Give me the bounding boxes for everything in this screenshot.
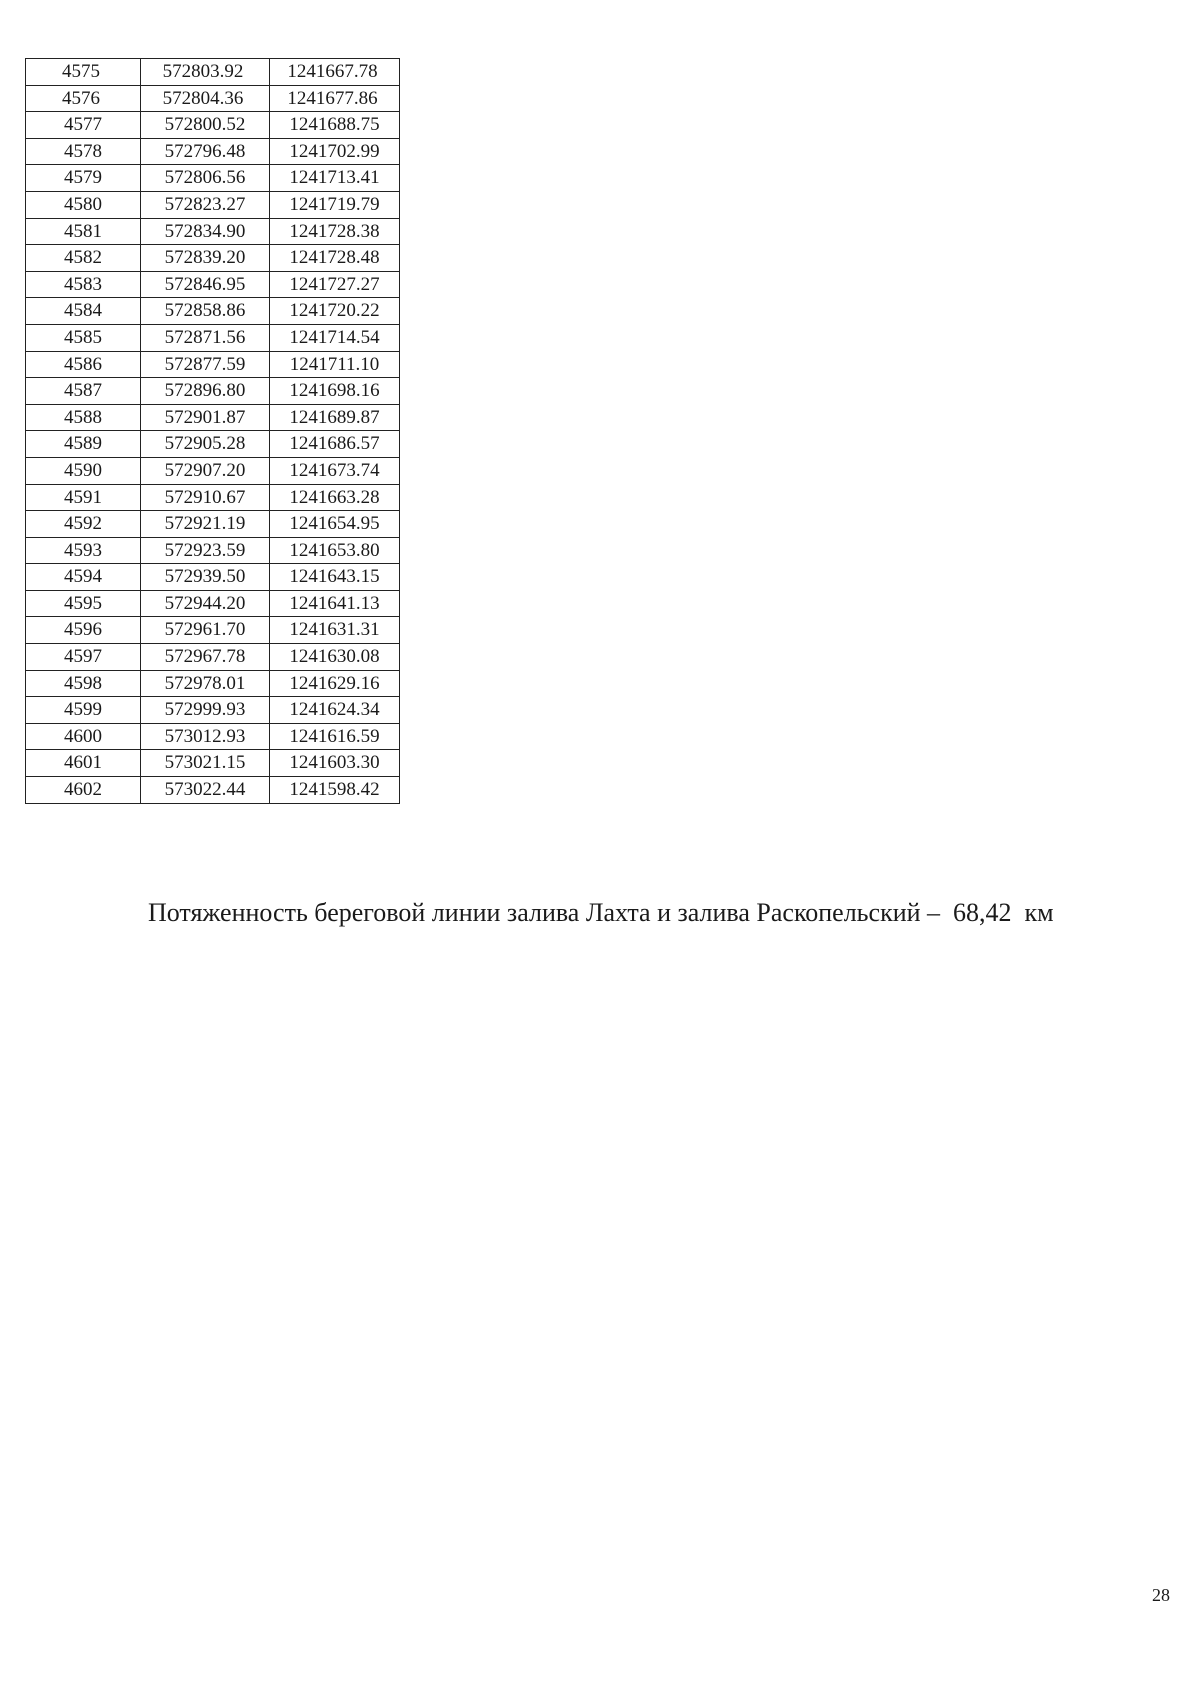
x-coordinate-cell: 572877.59 (141, 351, 270, 378)
point-number-cell: 4577 (26, 112, 141, 139)
table-row (26, 590, 400, 617)
x-coordinate-cell: 572961.70 (141, 617, 270, 644)
y-coordinate-cell: 1241624.34 (270, 697, 400, 724)
point-number-cell: 4600 (26, 723, 141, 750)
point-number-cell: 4593 (26, 537, 141, 564)
point-number-cell: 4575 (24, 59, 139, 86)
point-number-cell: 4588 (26, 404, 141, 431)
x-coordinate-cell: 572823.27 (141, 191, 270, 218)
y-coordinate-cell: 1241598.42 (270, 777, 400, 804)
y-coordinate-cell: 1241654.95 (270, 511, 400, 538)
y-coordinate-cell: 1241667.78 (268, 59, 398, 86)
point-number-cell: 4595 (26, 590, 141, 617)
table-row (26, 457, 400, 484)
y-coordinate-cell: 1241643.15 (270, 564, 400, 591)
x-coordinate-cell: 572896.80 (141, 378, 270, 405)
y-coordinate-cell: 1241728.38 (270, 218, 400, 245)
x-coordinate-cell: 573012.93 (141, 723, 270, 750)
point-number-cell: 4576 (24, 85, 139, 112)
x-coordinate-cell: 572921.19 (141, 511, 270, 538)
point-number-cell: 4585 (26, 324, 141, 351)
y-coordinate-cell: 1241603.30 (270, 750, 400, 777)
table-row (26, 564, 400, 591)
table-row (26, 298, 400, 325)
x-coordinate-cell: 572806.56 (141, 165, 270, 192)
y-coordinate-cell: 1241728.48 (270, 245, 400, 272)
y-coordinate-cell: 1241689.87 (270, 404, 400, 431)
table-row (26, 723, 400, 750)
x-coordinate-cell: 572910.67 (141, 484, 270, 511)
table-row (26, 511, 400, 538)
table-row (26, 112, 400, 139)
x-coordinate-cell: 572999.93 (141, 697, 270, 724)
x-coordinate-cell: 572944.20 (141, 590, 270, 617)
y-coordinate-cell: 1241653.80 (270, 537, 400, 564)
y-coordinate-cell: 1241663.28 (270, 484, 400, 511)
point-number-cell: 4598 (26, 670, 141, 697)
x-coordinate-cell: 572803.92 (139, 59, 268, 86)
table-row (26, 138, 400, 165)
y-coordinate-cell: 1241713.41 (270, 165, 400, 192)
y-coordinate-cell: 1241631.31 (270, 617, 400, 644)
table-row (26, 431, 400, 458)
y-coordinate-cell: 1241677.86 (268, 85, 398, 112)
table-row (26, 245, 400, 272)
table-row (26, 617, 400, 644)
table-row (26, 218, 400, 245)
y-coordinate-cell: 1241702.99 (270, 138, 400, 165)
table-row (26, 191, 400, 218)
y-coordinate-cell: 1241641.13 (270, 590, 400, 617)
table-row (26, 750, 400, 777)
y-coordinate-cell: 1241630.08 (270, 644, 400, 671)
x-coordinate-cell: 572858.86 (141, 298, 270, 325)
y-coordinate-cell: 1241629.16 (270, 670, 400, 697)
table-row (26, 165, 400, 192)
table-row (26, 378, 400, 405)
y-coordinate-cell: 1241719.79 (270, 191, 400, 218)
x-coordinate-cell: 573022.44 (141, 777, 270, 804)
x-coordinate-cell: 572800.52 (141, 112, 270, 139)
page-number: 28 (1152, 1585, 1170, 1605)
coordinates-table-body (26, 59, 400, 804)
x-coordinate-cell: 572905.28 (141, 431, 270, 458)
x-coordinate-cell: 572939.50 (141, 564, 270, 591)
point-number-cell: 4587 (26, 378, 141, 405)
y-coordinate-cell: 1241727.27 (270, 271, 400, 298)
x-coordinate-cell: 572923.59 (141, 537, 270, 564)
y-coordinate-cell: 1241688.75 (270, 112, 400, 139)
y-coordinate-cell: 1241673.74 (270, 457, 400, 484)
point-number-cell: 4581 (26, 218, 141, 245)
y-coordinate-cell: 1241686.57 (270, 431, 400, 458)
point-number-cell: 4583 (26, 271, 141, 298)
shoreline-length-text: Потяженность береговой линии залива Лахта и залива Раскопельский – 68,42 км (148, 898, 1054, 927)
x-coordinate-cell: 572834.90 (141, 218, 270, 245)
point-number-cell: 4589 (26, 431, 141, 458)
point-number-cell: 4591 (26, 484, 141, 511)
table-row (26, 484, 400, 511)
x-coordinate-cell: 572804.36 (139, 85, 268, 112)
table-row (26, 644, 400, 671)
y-coordinate-cell: 1241698.16 (270, 378, 400, 405)
table-row (26, 271, 400, 298)
table-row (26, 324, 400, 351)
table-row (26, 670, 400, 697)
point-number-cell: 4597 (26, 644, 141, 671)
y-coordinate-cell: 1241720.22 (270, 298, 400, 325)
table-row (26, 697, 400, 724)
point-number-cell: 4599 (26, 697, 141, 724)
x-coordinate-cell: 572871.56 (141, 324, 270, 351)
coordinates-table (25, 58, 400, 804)
x-coordinate-cell: 572978.01 (141, 670, 270, 697)
point-number-cell: 4580 (26, 191, 141, 218)
x-coordinate-cell: 572901.87 (141, 404, 270, 431)
point-number-cell: 4601 (26, 750, 141, 777)
point-number-cell: 4596 (26, 617, 141, 644)
x-coordinate-cell: 572907.20 (141, 457, 270, 484)
point-number-cell: 4602 (26, 777, 141, 804)
y-coordinate-cell: 1241616.59 (270, 723, 400, 750)
table-row (26, 404, 400, 431)
x-coordinate-cell: 572839.20 (141, 245, 270, 272)
point-number-cell: 4594 (26, 564, 141, 591)
point-number-cell: 4586 (26, 351, 141, 378)
table-row (26, 59, 400, 86)
table-row (26, 777, 400, 804)
x-coordinate-cell: 572967.78 (141, 644, 270, 671)
y-coordinate-cell: 1241714.54 (270, 324, 400, 351)
y-coordinate-cell: 1241711.10 (270, 351, 400, 378)
point-number-cell: 4592 (26, 511, 141, 538)
x-coordinate-cell: 572796.48 (141, 138, 270, 165)
point-number-cell: 4579 (26, 165, 141, 192)
table-row (26, 85, 400, 112)
x-coordinate-cell: 573021.15 (141, 750, 270, 777)
point-number-cell: 4590 (26, 457, 141, 484)
table-row (26, 351, 400, 378)
x-coordinate-cell: 572846.95 (141, 271, 270, 298)
point-number-cell: 4578 (26, 138, 141, 165)
point-number-cell: 4582 (26, 245, 141, 272)
table-row (26, 537, 400, 564)
point-number-cell: 4584 (26, 298, 141, 325)
